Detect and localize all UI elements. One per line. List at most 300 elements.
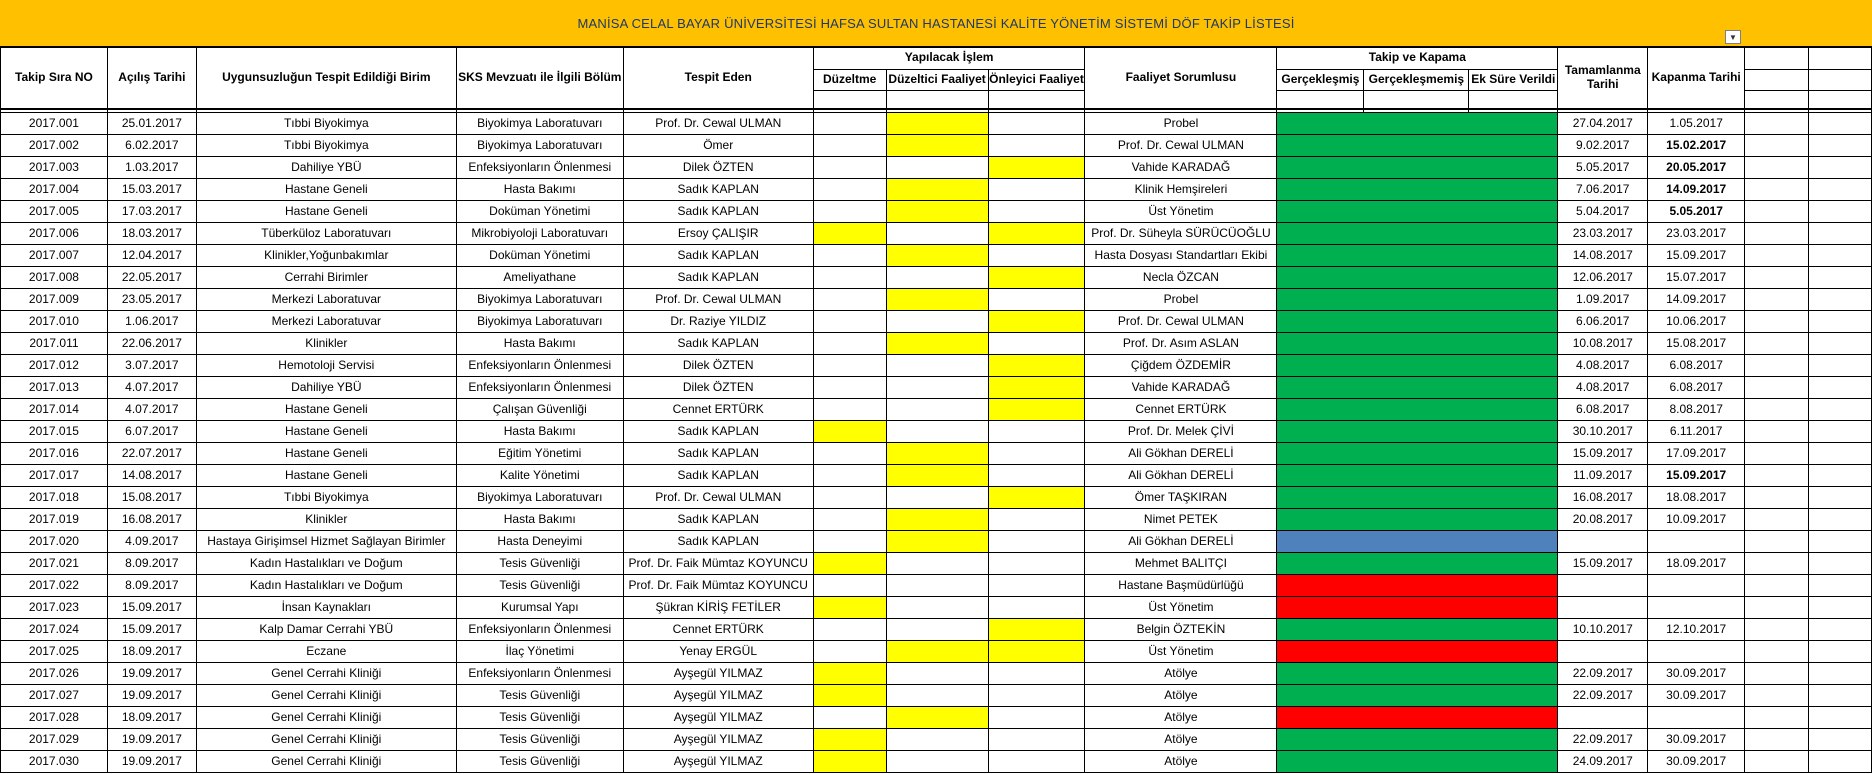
cell-birim[interactable]: İnsan Kaynakları (196, 596, 456, 618)
empty-cell[interactable] (1809, 112, 1872, 134)
cell-birim[interactable]: Eczane (196, 640, 456, 662)
cell-sira-no[interactable]: 2017.029 (1, 728, 108, 750)
cell-duzeltici-faaliyet[interactable] (886, 178, 988, 200)
cell-onleyici-faaliyet[interactable] (988, 112, 1085, 134)
cell-tespit-eden[interactable]: Dilek ÖZTEN (623, 156, 813, 178)
cell-tespit-eden[interactable]: Dilek ÖZTEN (623, 376, 813, 398)
cell-onleyici-faaliyet[interactable] (988, 178, 1085, 200)
cell-takip-durum[interactable] (1277, 640, 1558, 662)
cell-faaliyet-sorumlusu[interactable]: Atölye (1085, 684, 1277, 706)
empty-cell[interactable] (1809, 244, 1872, 266)
cell-sira-no[interactable]: 2017.021 (1, 552, 108, 574)
empty-cell[interactable] (1809, 200, 1872, 222)
cell-takip-durum[interactable] (1277, 508, 1558, 530)
cell-birim[interactable]: Tıbbi Biyokimya (196, 112, 456, 134)
cell-duzeltme[interactable] (813, 662, 886, 684)
cell-sira-no[interactable]: 2017.015 (1, 420, 108, 442)
cell-duzeltici-faaliyet[interactable] (886, 222, 988, 244)
cell-faaliyet-sorumlusu[interactable]: Ali Gökhan DERELİ (1085, 464, 1277, 486)
cell-sks-bolum[interactable]: Hasta Bakımı (456, 420, 623, 442)
empty-cell[interactable] (988, 90, 1085, 109)
cell-duzeltici-faaliyet[interactable] (886, 618, 988, 640)
empty-cell[interactable] (1809, 750, 1872, 772)
cell-sks-bolum[interactable]: Hasta Bakımı (456, 178, 623, 200)
cell-duzeltici-faaliyet[interactable] (886, 156, 988, 178)
cell-duzeltme[interactable] (813, 354, 886, 376)
cell-takip-durum[interactable] (1277, 574, 1558, 596)
cell-birim[interactable]: Hastane Geneli (196, 200, 456, 222)
empty-cell[interactable] (1809, 134, 1872, 156)
cell-birim[interactable]: Klinikler (196, 332, 456, 354)
cell-tamamlanma-tarihi[interactable] (1558, 530, 1648, 552)
empty-cell[interactable] (1745, 706, 1809, 728)
cell-tamamlanma-tarihi[interactable]: 1.09.2017 (1558, 288, 1648, 310)
cell-onleyici-faaliyet[interactable] (988, 706, 1085, 728)
cell-takip-durum[interactable] (1277, 706, 1558, 728)
cell-sks-bolum[interactable]: Tesis Güvenliği (456, 728, 623, 750)
cell-duzeltme[interactable] (813, 618, 886, 640)
cell-acilis-tarihi[interactable]: 22.05.2017 (107, 266, 196, 288)
cell-duzeltme[interactable] (813, 112, 886, 134)
cell-takip-durum[interactable] (1277, 376, 1558, 398)
cell-duzeltici-faaliyet[interactable] (886, 266, 988, 288)
cell-kapanma-tarihi[interactable]: 30.09.2017 (1648, 662, 1745, 684)
cell-acilis-tarihi[interactable]: 19.09.2017 (107, 684, 196, 706)
cell-faaliyet-sorumlusu[interactable]: Hasta Dosyası Standartları Ekibi (1085, 244, 1277, 266)
cell-faaliyet-sorumlusu[interactable]: Prof. Dr. Süheyla SÜRÜCÜOĞLU (1085, 222, 1277, 244)
empty-cell[interactable] (1809, 90, 1872, 109)
cell-onleyici-faaliyet[interactable] (988, 618, 1085, 640)
cell-acilis-tarihi[interactable]: 19.09.2017 (107, 750, 196, 772)
cell-faaliyet-sorumlusu[interactable]: Prof. Dr. Melek ÇİVİ (1085, 420, 1277, 442)
cell-takip-durum[interactable] (1277, 156, 1558, 178)
cell-duzeltici-faaliyet[interactable] (886, 332, 988, 354)
cell-duzeltme[interactable] (813, 464, 886, 486)
cell-tamamlanma-tarihi[interactable] (1558, 640, 1648, 662)
cell-tamamlanma-tarihi[interactable]: 5.04.2017 (1558, 200, 1648, 222)
cell-faaliyet-sorumlusu[interactable]: Klinik Hemşireleri (1085, 178, 1277, 200)
cell-kapanma-tarihi[interactable]: 5.05.2017 (1648, 200, 1745, 222)
empty-cell[interactable] (1745, 134, 1809, 156)
cell-duzeltici-faaliyet[interactable] (886, 530, 988, 552)
cell-acilis-tarihi[interactable]: 15.08.2017 (107, 486, 196, 508)
cell-duzeltme[interactable] (813, 728, 886, 750)
cell-kapanma-tarihi[interactable]: 30.09.2017 (1648, 750, 1745, 772)
empty-cell[interactable] (1745, 508, 1809, 530)
cell-acilis-tarihi[interactable]: 12.04.2017 (107, 244, 196, 266)
cell-duzeltici-faaliyet[interactable] (886, 508, 988, 530)
cell-acilis-tarihi[interactable]: 18.09.2017 (107, 640, 196, 662)
cell-duzeltme[interactable] (813, 244, 886, 266)
cell-onleyici-faaliyet[interactable] (988, 244, 1085, 266)
cell-tamamlanma-tarihi[interactable]: 5.05.2017 (1558, 156, 1648, 178)
cell-takip-durum[interactable] (1277, 266, 1558, 288)
cell-onleyici-faaliyet[interactable] (988, 750, 1085, 772)
cell-takip-durum[interactable] (1277, 310, 1558, 332)
empty-cell[interactable] (1809, 332, 1872, 354)
cell-acilis-tarihi[interactable]: 22.07.2017 (107, 442, 196, 464)
cell-tespit-eden[interactable]: Sadık KAPLAN (623, 420, 813, 442)
cell-birim[interactable]: Kadın Hastalıkları ve Doğum (196, 574, 456, 596)
cell-tespit-eden[interactable]: Cennet ERTÜRK (623, 618, 813, 640)
cell-onleyici-faaliyet[interactable] (988, 552, 1085, 574)
empty-cell[interactable] (1745, 112, 1809, 134)
cell-faaliyet-sorumlusu[interactable]: Prof. Dr. Cewal ULMAN (1085, 310, 1277, 332)
cell-duzeltme[interactable] (813, 706, 886, 728)
cell-birim[interactable]: Hastane Geneli (196, 420, 456, 442)
cell-sks-bolum[interactable]: Kurumsal Yapı (456, 596, 623, 618)
cell-faaliyet-sorumlusu[interactable]: Ali Gökhan DERELİ (1085, 442, 1277, 464)
empty-cell[interactable] (1809, 398, 1872, 420)
cell-faaliyet-sorumlusu[interactable]: Hastane Başmüdürlüğü (1085, 574, 1277, 596)
cell-tespit-eden[interactable]: Sadık KAPLAN (623, 464, 813, 486)
cell-duzeltme[interactable] (813, 332, 886, 354)
cell-onleyici-faaliyet[interactable] (988, 354, 1085, 376)
cell-tamamlanma-tarihi[interactable]: 6.08.2017 (1558, 398, 1648, 420)
cell-birim[interactable]: Klinikler,Yoğunbakımlar (196, 244, 456, 266)
cell-onleyici-faaliyet[interactable] (988, 420, 1085, 442)
cell-duzeltici-faaliyet[interactable] (886, 310, 988, 332)
cell-duzeltici-faaliyet[interactable] (886, 244, 988, 266)
cell-acilis-tarihi[interactable]: 6.07.2017 (107, 420, 196, 442)
empty-cell[interactable] (1277, 90, 1364, 109)
cell-tespit-eden[interactable]: Yenay ERGÜL (623, 640, 813, 662)
cell-kapanma-tarihi[interactable]: 10.06.2017 (1648, 310, 1745, 332)
cell-onleyici-faaliyet[interactable] (988, 464, 1085, 486)
cell-acilis-tarihi[interactable]: 15.09.2017 (107, 596, 196, 618)
cell-sks-bolum[interactable]: İlaç Yönetimi (456, 640, 623, 662)
empty-cell[interactable] (1809, 552, 1872, 574)
cell-duzeltici-faaliyet[interactable] (886, 574, 988, 596)
cell-tamamlanma-tarihi[interactable]: 11.09.2017 (1558, 464, 1648, 486)
cell-duzeltici-faaliyet[interactable] (886, 640, 988, 662)
cell-tespit-eden[interactable]: Prof. Dr. Faik Mümtaz KOYUNCU (623, 574, 813, 596)
cell-acilis-tarihi[interactable]: 4.09.2017 (107, 530, 196, 552)
empty-cell[interactable] (1745, 420, 1809, 442)
cell-tamamlanma-tarihi[interactable] (1558, 574, 1648, 596)
empty-cell[interactable] (1809, 354, 1872, 376)
empty-cell[interactable] (1745, 266, 1809, 288)
cell-tamamlanma-tarihi[interactable]: 9.02.2017 (1558, 134, 1648, 156)
cell-tamamlanma-tarihi[interactable]: 4.08.2017 (1558, 354, 1648, 376)
empty-cell[interactable] (1745, 552, 1809, 574)
cell-duzeltici-faaliyet[interactable] (886, 486, 988, 508)
cell-duzeltici-faaliyet[interactable] (886, 728, 988, 750)
cell-kapanma-tarihi[interactable]: 14.09.2017 (1648, 178, 1745, 200)
cell-kapanma-tarihi[interactable] (1648, 706, 1745, 728)
empty-cell[interactable] (813, 90, 886, 109)
cell-takip-durum[interactable] (1277, 244, 1558, 266)
cell-tamamlanma-tarihi[interactable]: 14.08.2017 (1558, 244, 1648, 266)
cell-faaliyet-sorumlusu[interactable]: Vahide KARADAĞ (1085, 156, 1277, 178)
cell-birim[interactable]: Klinikler (196, 508, 456, 530)
cell-birim[interactable]: Tıbbi Biyokimya (196, 486, 456, 508)
empty-cell[interactable] (1809, 618, 1872, 640)
empty-cell[interactable] (1745, 684, 1809, 706)
cell-tespit-eden[interactable]: Ayşegül YILMAZ (623, 728, 813, 750)
cell-birim[interactable]: Hastane Geneli (196, 442, 456, 464)
empty-cell[interactable] (1809, 442, 1872, 464)
cell-tespit-eden[interactable]: Ayşegül YILMAZ (623, 662, 813, 684)
cell-birim[interactable]: Tüberküloz Laboratuvarı (196, 222, 456, 244)
cell-sira-no[interactable]: 2017.004 (1, 178, 108, 200)
cell-tamamlanma-tarihi[interactable]: 27.04.2017 (1558, 112, 1648, 134)
cell-tamamlanma-tarihi[interactable]: 16.08.2017 (1558, 486, 1648, 508)
empty-cell[interactable] (1745, 47, 1809, 69)
cell-takip-durum[interactable] (1277, 112, 1558, 134)
cell-onleyici-faaliyet[interactable] (988, 640, 1085, 662)
cell-takip-durum[interactable] (1277, 222, 1558, 244)
empty-cell[interactable] (1809, 464, 1872, 486)
cell-tamamlanma-tarihi[interactable]: 20.08.2017 (1558, 508, 1648, 530)
cell-kapanma-tarihi[interactable]: 6.11.2017 (1648, 420, 1745, 442)
cell-sira-no[interactable]: 2017.024 (1, 618, 108, 640)
empty-cell[interactable] (1745, 244, 1809, 266)
cell-takip-durum[interactable] (1277, 596, 1558, 618)
cell-takip-durum[interactable] (1277, 618, 1558, 640)
cell-acilis-tarihi[interactable]: 17.03.2017 (107, 200, 196, 222)
cell-acilis-tarihi[interactable]: 1.03.2017 (107, 156, 196, 178)
empty-cell[interactable] (1745, 398, 1809, 420)
cell-onleyici-faaliyet[interactable] (988, 596, 1085, 618)
cell-sira-no[interactable]: 2017.023 (1, 596, 108, 618)
cell-faaliyet-sorumlusu[interactable]: Mehmet BALITÇI (1085, 552, 1277, 574)
cell-onleyici-faaliyet[interactable] (988, 530, 1085, 552)
cell-kapanma-tarihi[interactable]: 15.02.2017 (1648, 134, 1745, 156)
cell-sks-bolum[interactable]: Doküman Yönetimi (456, 200, 623, 222)
cell-sira-no[interactable]: 2017.005 (1, 200, 108, 222)
cell-takip-durum[interactable] (1277, 332, 1558, 354)
cell-duzeltme[interactable] (813, 508, 886, 530)
cell-duzeltici-faaliyet[interactable] (886, 288, 988, 310)
cell-tespit-eden[interactable]: Sadık KAPLAN (623, 332, 813, 354)
cell-tespit-eden[interactable]: Sadık KAPLAN (623, 178, 813, 200)
cell-sira-no[interactable]: 2017.018 (1, 486, 108, 508)
cell-faaliyet-sorumlusu[interactable]: Probel (1085, 288, 1277, 310)
cell-birim[interactable]: Hastane Geneli (196, 178, 456, 200)
cell-sira-no[interactable]: 2017.027 (1, 684, 108, 706)
cell-birim[interactable]: Hemotoloji Servisi (196, 354, 456, 376)
cell-acilis-tarihi[interactable]: 18.09.2017 (107, 706, 196, 728)
cell-sira-no[interactable]: 2017.009 (1, 288, 108, 310)
cell-tamamlanma-tarihi[interactable]: 12.06.2017 (1558, 266, 1648, 288)
cell-birim[interactable]: Tıbbi Biyokimya (196, 134, 456, 156)
cell-tespit-eden[interactable]: Sadık KAPLAN (623, 244, 813, 266)
cell-sira-no[interactable]: 2017.001 (1, 112, 108, 134)
cell-duzeltme[interactable] (813, 574, 886, 596)
cell-onleyici-faaliyet[interactable] (988, 134, 1085, 156)
cell-duzeltme[interactable] (813, 200, 886, 222)
cell-faaliyet-sorumlusu[interactable]: Üst Yönetim (1085, 200, 1277, 222)
cell-tespit-eden[interactable]: Sadık KAPLAN (623, 266, 813, 288)
cell-sira-no[interactable]: 2017.007 (1, 244, 108, 266)
empty-cell[interactable] (1809, 596, 1872, 618)
cell-acilis-tarihi[interactable]: 23.05.2017 (107, 288, 196, 310)
cell-takip-durum[interactable] (1277, 420, 1558, 442)
cell-birim[interactable]: Merkezi Laboratuvar (196, 288, 456, 310)
cell-tamamlanma-tarihi[interactable]: 23.03.2017 (1558, 222, 1648, 244)
empty-cell[interactable] (1809, 69, 1872, 90)
cell-tamamlanma-tarihi[interactable]: 6.06.2017 (1558, 310, 1648, 332)
cell-takip-durum[interactable] (1277, 134, 1558, 156)
empty-cell[interactable] (1809, 530, 1872, 552)
empty-cell[interactable] (1745, 618, 1809, 640)
cell-kapanma-tarihi[interactable]: 14.09.2017 (1648, 288, 1745, 310)
cell-faaliyet-sorumlusu[interactable]: Belgin ÖZTEKİN (1085, 618, 1277, 640)
cell-acilis-tarihi[interactable]: 8.09.2017 (107, 552, 196, 574)
cell-sks-bolum[interactable]: Ameliyathane (456, 266, 623, 288)
cell-tespit-eden[interactable]: Dilek ÖZTEN (623, 354, 813, 376)
cell-sks-bolum[interactable]: Mikrobiyoloji Laboratuvarı (456, 222, 623, 244)
cell-sks-bolum[interactable]: Tesis Güvenliği (456, 750, 623, 772)
empty-cell[interactable] (1745, 354, 1809, 376)
cell-tamamlanma-tarihi[interactable] (1558, 596, 1648, 618)
cell-duzeltme[interactable] (813, 552, 886, 574)
cell-tamamlanma-tarihi[interactable]: 10.08.2017 (1558, 332, 1648, 354)
cell-birim[interactable]: Genel Cerrahi Kliniği (196, 706, 456, 728)
cell-tamamlanma-tarihi[interactable] (1558, 706, 1648, 728)
cell-duzeltici-faaliyet[interactable] (886, 112, 988, 134)
cell-acilis-tarihi[interactable]: 22.06.2017 (107, 332, 196, 354)
cell-onleyici-faaliyet[interactable] (988, 662, 1085, 684)
cell-sks-bolum[interactable]: Biyokimya Laboratuvarı (456, 310, 623, 332)
cell-faaliyet-sorumlusu[interactable]: Ali Gökhan DERELİ (1085, 530, 1277, 552)
cell-sks-bolum[interactable]: Tesis Güvenliği (456, 552, 623, 574)
cell-tespit-eden[interactable]: Prof. Dr. Cewal ULMAN (623, 486, 813, 508)
cell-duzeltme[interactable] (813, 178, 886, 200)
cell-takip-durum[interactable] (1277, 486, 1558, 508)
cell-sks-bolum[interactable]: Biyokimya Laboratuvarı (456, 486, 623, 508)
cell-duzeltici-faaliyet[interactable] (886, 596, 988, 618)
cell-sira-no[interactable]: 2017.025 (1, 640, 108, 662)
cell-onleyici-faaliyet[interactable] (988, 156, 1085, 178)
cell-faaliyet-sorumlusu[interactable]: Atölye (1085, 662, 1277, 684)
cell-faaliyet-sorumlusu[interactable]: Vahide KARADAĞ (1085, 376, 1277, 398)
cell-tespit-eden[interactable]: Ersoy ÇALIŞIR (623, 222, 813, 244)
cell-duzeltme[interactable] (813, 288, 886, 310)
cell-kapanma-tarihi[interactable]: 15.09.2017 (1648, 244, 1745, 266)
cell-sks-bolum[interactable]: Biyokimya Laboratuvarı (456, 288, 623, 310)
cell-sks-bolum[interactable]: Hasta Bakımı (456, 508, 623, 530)
cell-kapanma-tarihi[interactable]: 20.05.2017 (1648, 156, 1745, 178)
empty-cell[interactable] (1809, 310, 1872, 332)
empty-cell[interactable] (1745, 332, 1809, 354)
cell-kapanma-tarihi[interactable] (1648, 530, 1745, 552)
cell-takip-durum[interactable] (1277, 530, 1558, 552)
cell-tamamlanma-tarihi[interactable]: 24.09.2017 (1558, 750, 1648, 772)
cell-onleyici-faaliyet[interactable] (988, 332, 1085, 354)
cell-tamamlanma-tarihi[interactable]: 30.10.2017 (1558, 420, 1648, 442)
cell-sks-bolum[interactable]: Tesis Güvenliği (456, 574, 623, 596)
cell-faaliyet-sorumlusu[interactable]: Atölye (1085, 706, 1277, 728)
cell-birim[interactable]: Hastane Geneli (196, 398, 456, 420)
empty-cell[interactable] (1809, 178, 1872, 200)
cell-tamamlanma-tarihi[interactable]: 10.10.2017 (1558, 618, 1648, 640)
cell-kapanma-tarihi[interactable]: 18.09.2017 (1648, 552, 1745, 574)
cell-duzeltici-faaliyet[interactable] (886, 464, 988, 486)
cell-acilis-tarihi[interactable]: 18.03.2017 (107, 222, 196, 244)
empty-cell[interactable] (1745, 640, 1809, 662)
empty-cell[interactable] (1745, 69, 1809, 90)
cell-duzeltme[interactable] (813, 266, 886, 288)
cell-sks-bolum[interactable]: Enfeksiyonların Önlenmesi (456, 156, 623, 178)
cell-acilis-tarihi[interactable]: 6.02.2017 (107, 134, 196, 156)
cell-tespit-eden[interactable]: Ayşegül YILMAZ (623, 706, 813, 728)
empty-cell[interactable] (1745, 596, 1809, 618)
empty-cell[interactable] (1809, 728, 1872, 750)
cell-tespit-eden[interactable]: Sadık KAPLAN (623, 442, 813, 464)
empty-cell[interactable] (1809, 706, 1872, 728)
cell-duzeltme[interactable] (813, 486, 886, 508)
cell-tespit-eden[interactable]: Ayşegül YILMAZ (623, 684, 813, 706)
cell-birim[interactable]: Genel Cerrahi Kliniği (196, 728, 456, 750)
cell-duzeltici-faaliyet[interactable] (886, 552, 988, 574)
empty-cell[interactable] (1809, 640, 1872, 662)
cell-tespit-eden[interactable]: Sadık KAPLAN (623, 200, 813, 222)
cell-kapanma-tarihi[interactable]: 18.08.2017 (1648, 486, 1745, 508)
cell-tespit-eden[interactable]: Prof. Dr. Cewal ULMAN (623, 112, 813, 134)
cell-birim[interactable]: Dahiliye YBÜ (196, 376, 456, 398)
cell-onleyici-faaliyet[interactable] (988, 486, 1085, 508)
cell-sks-bolum[interactable]: Biyokimya Laboratuvarı (456, 134, 623, 156)
empty-cell[interactable] (1745, 728, 1809, 750)
cell-duzeltici-faaliyet[interactable] (886, 420, 988, 442)
cell-sira-no[interactable]: 2017.002 (1, 134, 108, 156)
empty-cell[interactable] (1469, 90, 1558, 109)
cell-birim[interactable]: Genel Cerrahi Kliniği (196, 662, 456, 684)
cell-acilis-tarihi[interactable]: 4.07.2017 (107, 376, 196, 398)
cell-duzeltici-faaliyet[interactable] (886, 134, 988, 156)
cell-acilis-tarihi[interactable]: 14.08.2017 (107, 464, 196, 486)
cell-sira-no[interactable]: 2017.030 (1, 750, 108, 772)
cell-kapanma-tarihi[interactable]: 15.07.2017 (1648, 266, 1745, 288)
cell-onleyici-faaliyet[interactable] (988, 222, 1085, 244)
cell-acilis-tarihi[interactable]: 25.01.2017 (107, 112, 196, 134)
cell-takip-durum[interactable] (1277, 178, 1558, 200)
cell-duzeltme[interactable] (813, 684, 886, 706)
cell-tespit-eden[interactable]: Prof. Dr. Cewal ULMAN (623, 288, 813, 310)
empty-cell[interactable] (1809, 508, 1872, 530)
cell-duzeltici-faaliyet[interactable] (886, 442, 988, 464)
empty-cell[interactable] (1745, 222, 1809, 244)
empty-cell[interactable] (1809, 376, 1872, 398)
cell-sks-bolum[interactable]: Hasta Deneyimi (456, 530, 623, 552)
cell-tamamlanma-tarihi[interactable]: 22.09.2017 (1558, 662, 1648, 684)
cell-duzeltme[interactable] (813, 420, 886, 442)
cell-onleyici-faaliyet[interactable] (988, 266, 1085, 288)
cell-sira-no[interactable]: 2017.028 (1, 706, 108, 728)
cell-acilis-tarihi[interactable]: 15.03.2017 (107, 178, 196, 200)
empty-cell[interactable] (1745, 464, 1809, 486)
cell-acilis-tarihi[interactable]: 19.09.2017 (107, 662, 196, 684)
cell-sira-no[interactable]: 2017.003 (1, 156, 108, 178)
cell-sks-bolum[interactable]: Enfeksiyonların Önlenmesi (456, 354, 623, 376)
cell-kapanma-tarihi[interactable]: 15.09.2017 (1648, 464, 1745, 486)
empty-cell[interactable] (1745, 574, 1809, 596)
cell-faaliyet-sorumlusu[interactable]: Atölye (1085, 750, 1277, 772)
cell-sira-no[interactable]: 2017.020 (1, 530, 108, 552)
empty-cell[interactable] (1745, 486, 1809, 508)
cell-kapanma-tarihi[interactable]: 8.08.2017 (1648, 398, 1745, 420)
cell-duzeltme[interactable] (813, 398, 886, 420)
cell-takip-durum[interactable] (1277, 288, 1558, 310)
cell-birim[interactable]: Kadın Hastalıkları ve Doğum (196, 552, 456, 574)
cell-onleyici-faaliyet[interactable] (988, 508, 1085, 530)
cell-duzeltici-faaliyet[interactable] (886, 750, 988, 772)
cell-duzeltme[interactable] (813, 442, 886, 464)
cell-acilis-tarihi[interactable]: 3.07.2017 (107, 354, 196, 376)
cell-faaliyet-sorumlusu[interactable]: Ömer TAŞKIRAN (1085, 486, 1277, 508)
